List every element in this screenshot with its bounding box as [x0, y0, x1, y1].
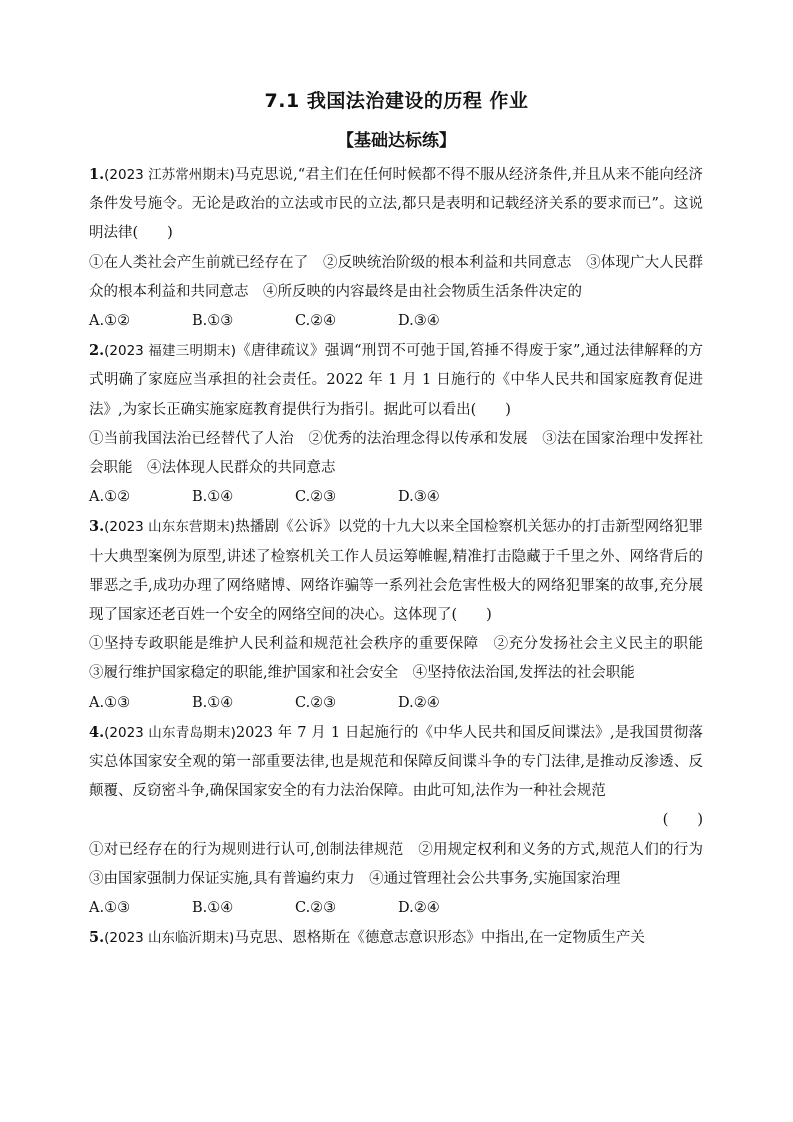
question-2: [89, 336, 703, 512]
question-statements: ①坚持专政职能是维护人民利益和规范社会秩序的重要保障 ②充分发扬社会主义民主的职能 ③履行维护国家稳定的职能,维护国家和社会安全 ④坚持依法治国,发挥法的社会职能: [89, 636, 718, 682]
question-number: 3.: [89, 518, 105, 536]
question-number: 2.: [89, 342, 105, 360]
answer-options: [89, 689, 703, 718]
option-c[interactable]: C.②④: [295, 313, 337, 330]
page-title: 7.1 我国法治建设的历程 作业: [264, 90, 529, 112]
question-statements: ①当前我国法治已经替代了人治 ②优秀的法治理念得以传承和发展 ③法在国家治理中发挥社会职能 ④法体现人民群众的共同意志: [89, 430, 703, 477]
answer-options: [89, 307, 703, 336]
option-a[interactable]: A.①③: [89, 694, 131, 711]
question-statements: ①在人类社会产生前就已经存在了 ②反映统治阶级的根本利益和共同意志 ③体现广大人民群众的根本利益和共同意志 ④所反映的内容最终是由社会物质生活条件决定的: [89, 254, 703, 300]
section-heading: 【基础达标练】: [337, 131, 456, 151]
option-c[interactable]: C.②③: [295, 694, 337, 711]
question-4: [89, 718, 718, 923]
answer-options: [89, 483, 703, 512]
option-c[interactable]: C.②③: [295, 489, 337, 506]
question-source: (2023 福建三明期末): [104, 343, 237, 360]
question-1: [89, 160, 703, 336]
option-d[interactable]: D.②④: [398, 694, 440, 711]
option-b[interactable]: B.①④: [192, 900, 234, 917]
question-5: [89, 923, 703, 953]
question-source: (2023 江苏常州期末): [104, 167, 235, 183]
question-source: (2023 山东临沂期末): [104, 930, 235, 947]
option-a[interactable]: A.①③: [89, 900, 131, 917]
question-number: 4.: [89, 723, 105, 741]
option-b[interactable]: B.①③: [192, 313, 234, 330]
answer-options: [89, 894, 703, 923]
option-d[interactable]: D.③④: [398, 489, 440, 506]
answer-blank: ( ): [662, 812, 703, 829]
option-a[interactable]: A.①②: [89, 313, 131, 330]
question-list: [89, 160, 718, 953]
option-d[interactable]: D.②④: [398, 900, 440, 917]
question-number: 5.: [89, 929, 105, 947]
question-statements: ①对已经存在的行为规则进行认可,创制法律规范 ②用规定权利和义务的方式,规范人们的行为 ③由国家强制力保证实施,具有普遍约束力 ④通过管理社会公共事务,实施国家治理: [89, 841, 718, 887]
question-stem: 热播剧《公诉》以党的十九大以来全国检察机关惩办的打击新型网络犯罪十大典型案例为原型,讲述了检察机关工作人员运筹帷幄,精准打击隐藏于千里之外、网络背后的罪恶之手,成功办理了网络赌博、网络诈骗等一系列社会危害性极大的网络犯罪案的故事,充分展现了国家还老百姓一个安全的网络空间的决心。这体现了( ): [89, 519, 704, 624]
option-d[interactable]: D.③④: [398, 313, 440, 330]
option-b[interactable]: B.①④: [192, 694, 234, 711]
question-source: (2023 山东青岛期末): [104, 724, 236, 741]
option-c[interactable]: C.②③: [295, 900, 337, 917]
option-b[interactable]: B.①④: [192, 489, 234, 506]
question-stem: 《唐律疏议》强调“刑罚不可弛于国,笞捶不得废于家”,通过法律解释的方式明确了家庭应当承担的社会责任。2022 年 1 月 1 日施行的《中华人民共和国家庭教育促进法》,为家长正确实施家庭教育提供行为指引。据此可以看出( ): [89, 343, 703, 418]
question-stem: 马克思说,“君主们在任何时候都不得不服从经济条件,并且从来不能向经济条件发号施令。无论是政治的立法或市民的立法,都只是表明和记载经济关系的要求而已”。这说明法律( ): [89, 167, 703, 242]
option-a[interactable]: A.①②: [89, 489, 131, 506]
question-stem: 马克思、恩格斯在《德意志意识形态》中指出,在一定物质生产关: [234, 930, 645, 947]
question-stem: 2023 年 7 月 1 日起施行的《中华人民共和国反间谍法》,是我国贯彻落实总体国家安全观的第一部重要法律,也是规范和保障反间谍斗争的专门法律,是推动反渗透、反颠覆、反窃密斗争,确保国家安全的有力法治保障。由此可知,法作为一种社会规范: [89, 724, 703, 800]
question-source: (2023 山东东营期末): [104, 519, 236, 536]
question-3: [89, 512, 718, 717]
question-number: 1.: [89, 166, 105, 183]
